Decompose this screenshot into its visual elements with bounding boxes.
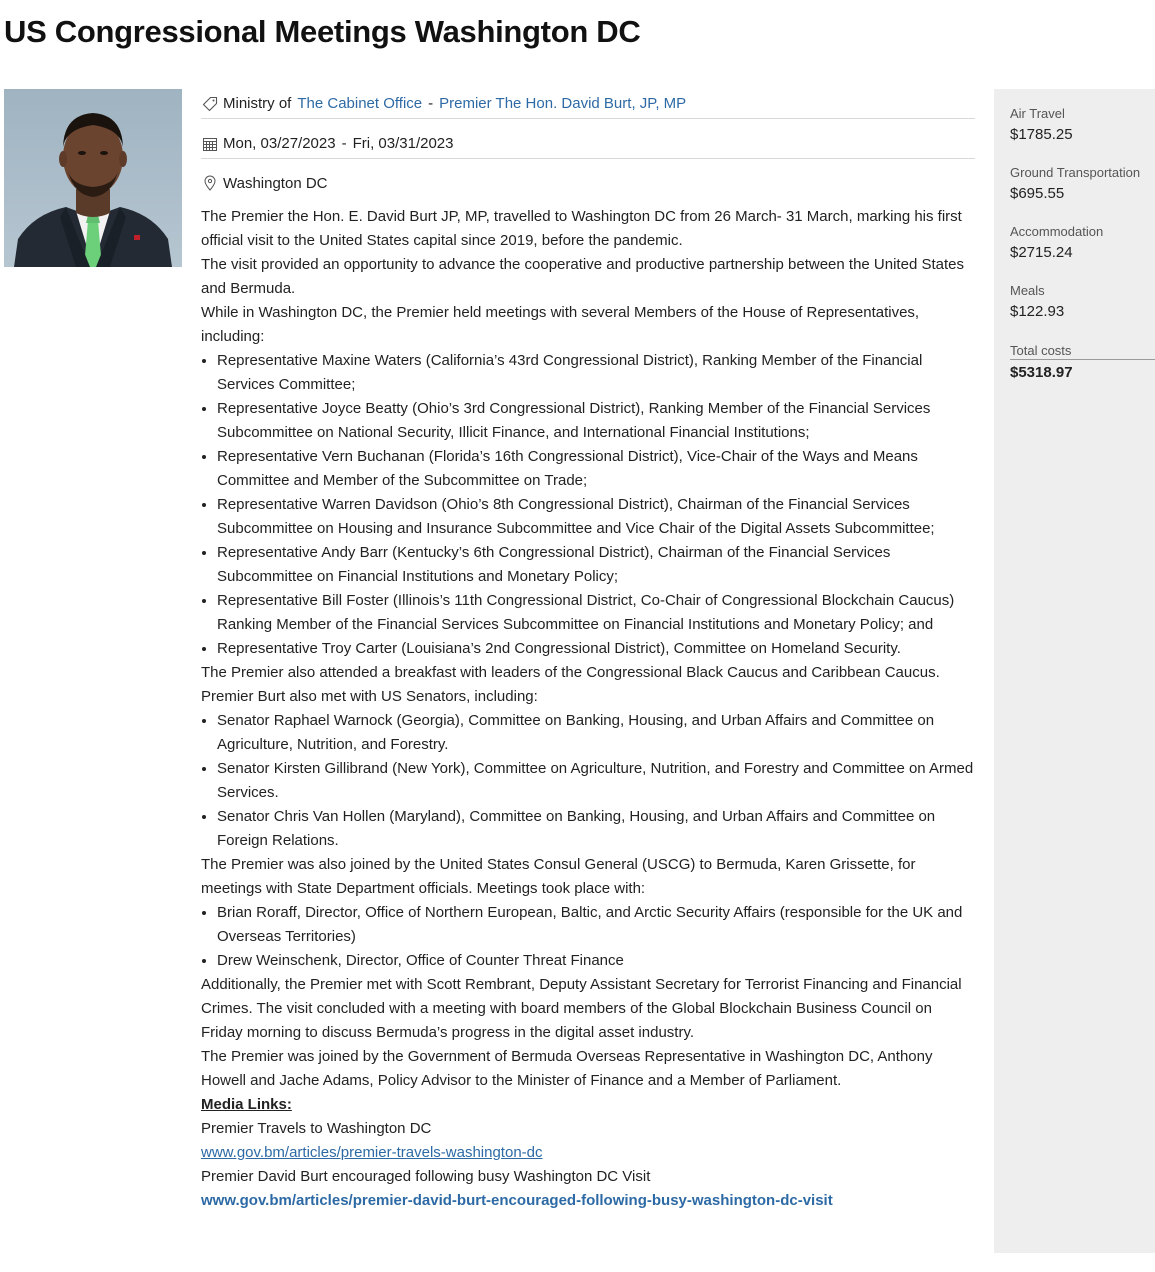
cost-value: $695.55 [1010,185,1065,202]
location-text: Washington DC [223,174,328,192]
cost-air-travel [1010,106,1155,143]
media-link-url[interactable]: www.gov.bm/articles/premier-david-burt-encouraged-following-busy-washington-dc-visit [201,1192,833,1209]
list-item: • Representative Joyce Beatty (Ohio’s 3rd Congressional District), Ranking Member of the Financial Services Subcommittee on National Security, Illicit Finance, and International Financial Institutions; [217,397,975,445]
list-item: • Drew Weinschenk, Director, Office of Counter Threat Finance [217,949,975,973]
media-links-heading: Media Links: [201,1096,292,1113]
list-item: • Representative Bill Foster (Illinois’s 11th Congressional District, Co-Chair of Congressional Blockchain Caucus) Ranking Member of the Financial Services Subcommittee on Financial Institutions and Monetary Policy; and [217,589,975,637]
costs-sidebar [994,89,1155,1253]
date-start: Mon, 03/27/2023 [223,135,336,152]
total-label: Total costs [1010,343,1155,360]
date-separator: - [341,135,347,152]
ministry-link[interactable]: The Cabinet Office [297,95,423,112]
cost-meals [1010,283,1155,320]
paragraph: The Premier also attended a breakfast with leaders of the Congressional Black Caucus and Caribbean Caucus. [201,664,940,681]
media-link-url[interactable]: www.gov.bm/articles/premier-travels-washington-dc [201,1144,543,1161]
senators-list [201,709,975,853]
total-value: $5318.97 [1010,364,1073,381]
date-end: Fri, 03/31/2023 [352,135,454,152]
list-item: • Senator Chris Van Hollen (Maryland), Committee on Banking, Housing, and Urban Affairs and Committee on Foreign Relations. [217,805,975,853]
list-item: • Representative Troy Carter (Louisiana’s 2nd Congressional District), Committee on Homeland Security. [217,637,975,661]
cost-total [1010,343,1155,381]
paragraph: The Premier was also joined by the United States Consul General (USCG) to Bermuda, Karen Grissette, for meetings with State Department officials. Meetings took place with: [201,856,916,897]
list-item: • Representative Warren Davidson (Ohio’s 8th Congressional District), Chairman of the Financial Services Subcommittee on Housing and Insurance Subcommittee and Vice Chair of the Digital Assets Subcommittee; [217,493,975,541]
media-link-title: Premier Travels to Washington DC [201,1120,432,1137]
date-row [201,129,975,159]
paragraph: The visit provided an opportunity to advance the cooperative and productive partnership between the United States and Bermuda. [201,256,964,297]
paragraph: The Premier was joined by the Government of Bermuda Overseas Representative in Washington DC, Anthony Howell and Jache Adams, Policy Advisor to the Minister of Finance and a Member of Parliament. [201,1048,933,1089]
portrait-photo [4,89,182,267]
cost-label: Meals [1010,283,1045,298]
list-item: • Representative Andy Barr (Kentucky’s 6th Congressional District), Chairman of the Financial Services Subcommittee on Financial Institutions and Monetary Policy; [217,541,975,589]
person-portrait-illustration [4,89,182,267]
list-item: • Brian Roraff, Director, Office of Northern European, Baltic, and Arctic Security Affairs (responsible for the UK and Overseas Territories) [217,901,975,949]
media-link-title: Premier David Burt encouraged following busy Washington DC Visit [201,1168,651,1185]
cost-value: $2715.24 [1010,244,1073,261]
ministry-row [201,89,975,119]
tag-icon [201,95,219,113]
paragraph: While in Washington DC, the Premier held meetings with several Members of the House of Representatives, including: [201,304,920,345]
map-pin-icon [201,174,219,192]
trip-description [201,205,975,1213]
list-item: • Representative Vern Buchanan (Florida’s 16th Congressional District), Vice-Chair of the Ways and Means Committee and Member of the Subcommittee on Trade; [217,445,975,493]
page-title: US Congressional Meetings Washington DC [4,14,641,49]
cost-value: $1785.25 [1010,126,1073,143]
representatives-list [201,349,975,661]
cost-value: $122.93 [1010,303,1065,320]
cost-label: Air Travel [1010,106,1065,121]
list-item: • Representative Maxine Waters (California’s 43rd Congressional District), Ranking Member of the Financial Services Committee; [217,349,975,397]
trip-details [201,89,975,1213]
paragraph: Premier Burt also met with US Senators, including: [201,688,538,705]
state-department-list [201,901,975,973]
location-row [201,169,975,197]
list-item: • Senator Raphael Warnock (Georgia), Committee on Banking, Housing, and Urban Affairs and Committee on Agriculture, Nutrition, and Forestry. [217,709,975,757]
cost-label: Ground Transportation [1010,165,1141,180]
calendar-icon [201,135,219,153]
person-link[interactable]: Premier The Hon. David Burt, JP, MP [439,95,687,112]
list-item: • Senator Kirsten Gillibrand (New York), Committee on Agriculture, Nutrition, and Forestry and Committee on Armed Services. [217,757,975,805]
cost-label: Accommodation [1010,224,1104,239]
paragraph: Additionally, the Premier met with Scott Rembrant, Deputy Assistant Secretary for Terrorist Financing and Financial Crimes. The visit concluded with a meeting with board members of the Global Blockchain Business Council on Friday morning to discuss Bermuda’s progress in the digital asset industry. [201,976,962,1041]
cost-ground-transportation [1010,165,1155,202]
paragraph: The Premier the Hon. E. David Burt JP, MP, travelled to Washington DC from 26 March- 31 March, marking his first official visit to the United States capital since 2019, before the pandemic. [201,208,962,249]
ministry-prefix: Ministry of [223,95,292,112]
cost-accommodation [1010,224,1155,261]
meta-separator: - [428,95,434,112]
